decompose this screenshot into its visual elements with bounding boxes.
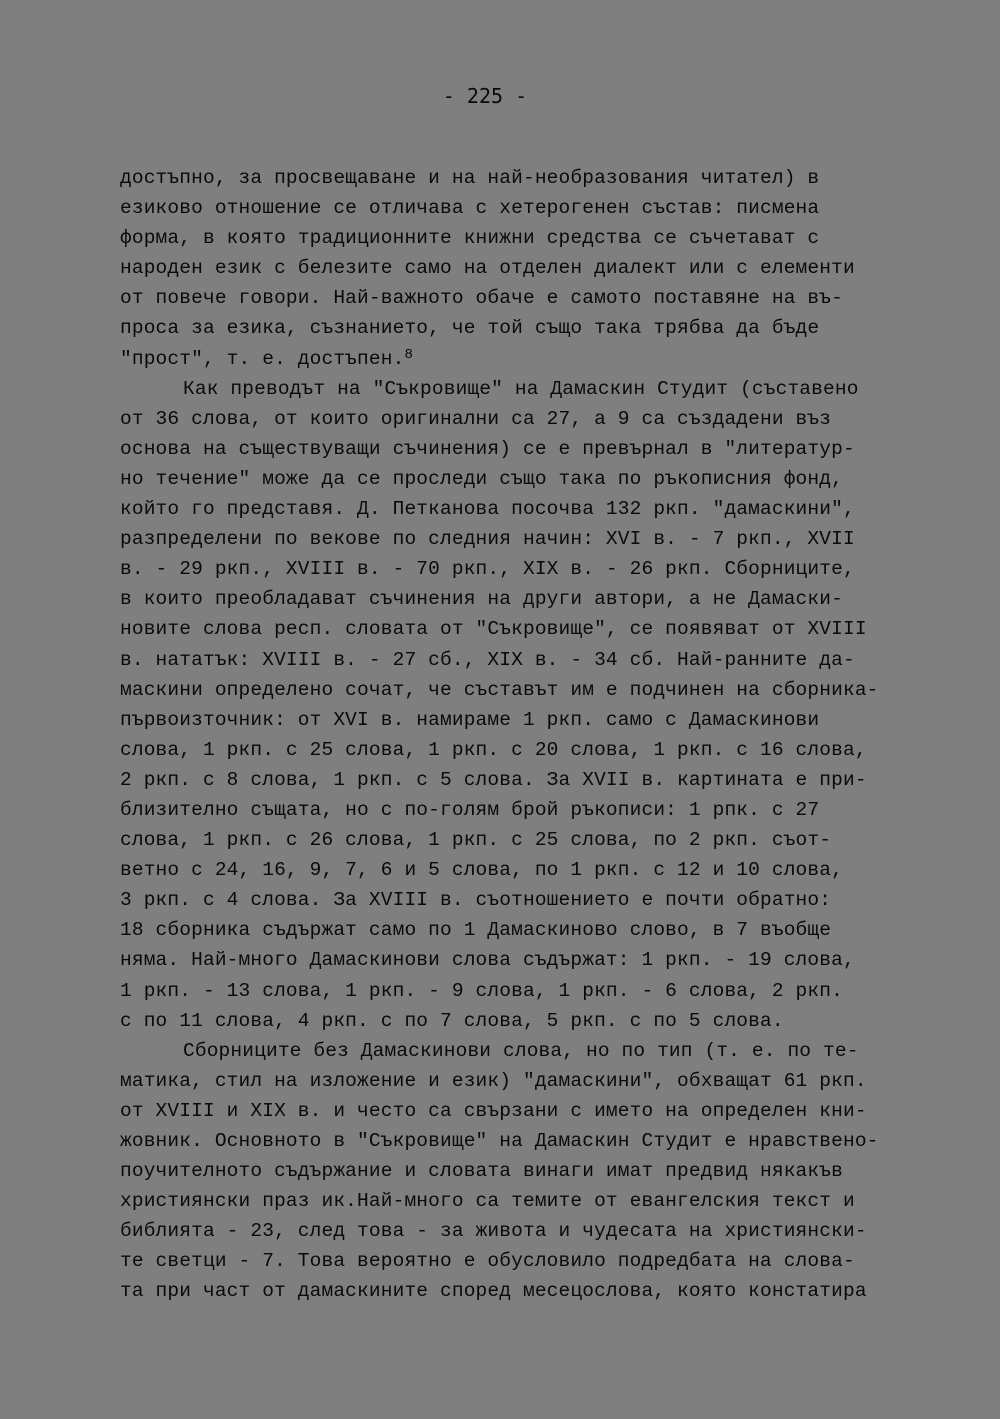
text-line [120, 313, 895, 343]
line-text: Как преводът на "Съкровище" на Дамаскин Студит (съставено [183, 377, 859, 400]
line-text: от XVIII и XIX в. и често са свързани с името на определен кни- [120, 1099, 867, 1122]
line-text: Сборниците без Дамаскинови слова, но по тип (т. е. по те- [183, 1039, 859, 1062]
text-line [120, 1126, 895, 1156]
text-line [120, 344, 895, 374]
page-number: - 225 - [442, 84, 528, 108]
line-text: 18 сборника съдържат само по 1 Дамаскиново слово, в 7 въобще [120, 919, 832, 942]
line-text: поучителното съдържание и словата винаги имат предвид някакъв [120, 1160, 843, 1183]
line-text: в които преобладават съчинения на други автори, а не Дамаски- [120, 588, 843, 611]
text-line [120, 765, 895, 795]
paragraph-first-line [120, 1036, 895, 1066]
line-text: 1 ркп. - 13 слова, 1 ркп. - 9 слова, 1 ркп. - 6 слова, 2 ркп. [120, 979, 843, 1002]
text-line [120, 193, 895, 223]
line-text: жовник. Основното в "Съкровище" на Дамаскин Студит е нравствено- [120, 1130, 879, 1152]
text-line [120, 1186, 895, 1216]
line-text: в. - 29 ркп., XVIII в. - 70 ркп., XIX в. - 26 ркп. Сборниците, [120, 558, 855, 581]
line-text: "прост", т. е. достъпен. [120, 347, 405, 370]
text-line [120, 494, 895, 524]
line-text: който го представя. Д. Петканова посочва 132 ркп. "дамаскини", [120, 498, 855, 521]
text-line [120, 825, 895, 855]
line-text: проса за езика, съзнанието, че той също така трябва да бъде [120, 317, 820, 340]
text-line [120, 163, 895, 193]
line-text: маскини определено сочат, че съставът им е подчинен на сборника- [120, 678, 879, 701]
line-text: от повече говори. Най-важното обаче е самото поставяне на въ- [120, 287, 843, 310]
text-line [120, 584, 895, 614]
text-line [120, 735, 895, 765]
line-text: близително същата, но с по-голям брой ръкописи: 1 рпк. с 27 [120, 798, 820, 821]
line-text: с по 11 слова, 4 ркп. с по 7 слова, 5 ркп. с по 5 слова. [120, 1009, 784, 1032]
line-text: те светци - 7. Това вероятно е обусловило подредбата на слова- [120, 1250, 855, 1273]
text-line [120, 283, 895, 313]
line-text: от 36 слова, от които оригинални са 27, а 9 са създадени въз [120, 407, 832, 430]
text-line [120, 464, 895, 494]
footnote-marker: 8 [404, 346, 414, 363]
line-text: няма. Най-много Дамаскинови слова съдържат: 1 ркп. - 19 слова, [120, 949, 855, 972]
text-line [120, 855, 895, 885]
text-line [120, 524, 895, 554]
text-line [120, 223, 895, 253]
text-line [120, 915, 895, 945]
line-text: първоизточник: от XVI в. намираме 1 ркп. само с Дамаскинови [120, 708, 820, 731]
line-text: народен език с белезите само на отделен диалект или с елементи [120, 257, 855, 280]
line-text: в. нататък: XVIII в. - 27 сб., XIX в. - 34 сб. Най-ранните да- [120, 648, 855, 671]
line-text: основа на съществуващи съчинения) се е превърнал в "литератур- [120, 437, 855, 460]
line-text: библията - 23, след това - за живота и чудесата на християнски- [120, 1220, 867, 1243]
text-line [120, 1276, 895, 1306]
line-text: езиково отношение се отличава с хетерогенен състав: писмена [120, 197, 820, 220]
line-text: матика, стил на изложение и език) "дамаскини", обхващат 61 ркп. [120, 1069, 867, 1092]
text-line [120, 705, 895, 735]
paragraph-first-line [120, 374, 895, 404]
line-text: новите слова респ. словата от "Съкровище", се появяват от XVIII [120, 618, 867, 641]
text-line [120, 795, 895, 825]
text-line [120, 404, 895, 434]
text-line [120, 434, 895, 464]
text-line [120, 1006, 895, 1036]
text-line [120, 645, 895, 675]
line-text: слова, 1 ркп. с 26 слова, 1 ркп. с 25 слова, по 2 ркп. съот- [120, 829, 832, 852]
line-text: християнски праз ик.Най-много са темите от евангелския текст и [120, 1190, 855, 1213]
line-text: достъпно, за просвещаване и на най-необразования читател) в [120, 167, 820, 189]
text-line [120, 1066, 895, 1096]
line-text: но течение" може да се проследи също така по ръкописния фонд, [120, 467, 843, 490]
body-text [120, 163, 895, 1307]
text-line [120, 1096, 895, 1126]
text-line [120, 1156, 895, 1186]
text-line [120, 253, 895, 283]
text-line [120, 976, 895, 1006]
line-text: ветно с 24, 16, 9, 7, 6 и 5 слова, по 1 ркп. с 12 и 10 слова, [120, 859, 843, 882]
line-text: 2 ркп. с 8 слова, 1 ркп. с 5 слова. За XVII в. картината е при- [120, 768, 867, 791]
line-text: слова, 1 ркп. с 25 слова, 1 ркп. с 20 слова, 1 ркп. с 16 слова, [120, 738, 867, 761]
text-line [120, 945, 895, 975]
line-text: 3 ркп. с 4 слова. За XVIII в. съотношението е почти обратно: [120, 889, 832, 912]
line-text: та при част от дамаскините според месецослова, която констатира [120, 1280, 867, 1303]
text-line [120, 1246, 895, 1276]
text-line [120, 675, 895, 705]
line-text: разпределени по векове по следния начин: XVI в. - 7 ркп., XVII [120, 528, 855, 551]
text-line [120, 554, 895, 584]
line-text: форма, в която традиционните книжни средства се съчетават с [120, 227, 820, 250]
text-line [120, 614, 895, 644]
text-line [120, 1216, 895, 1246]
text-line [120, 885, 895, 915]
